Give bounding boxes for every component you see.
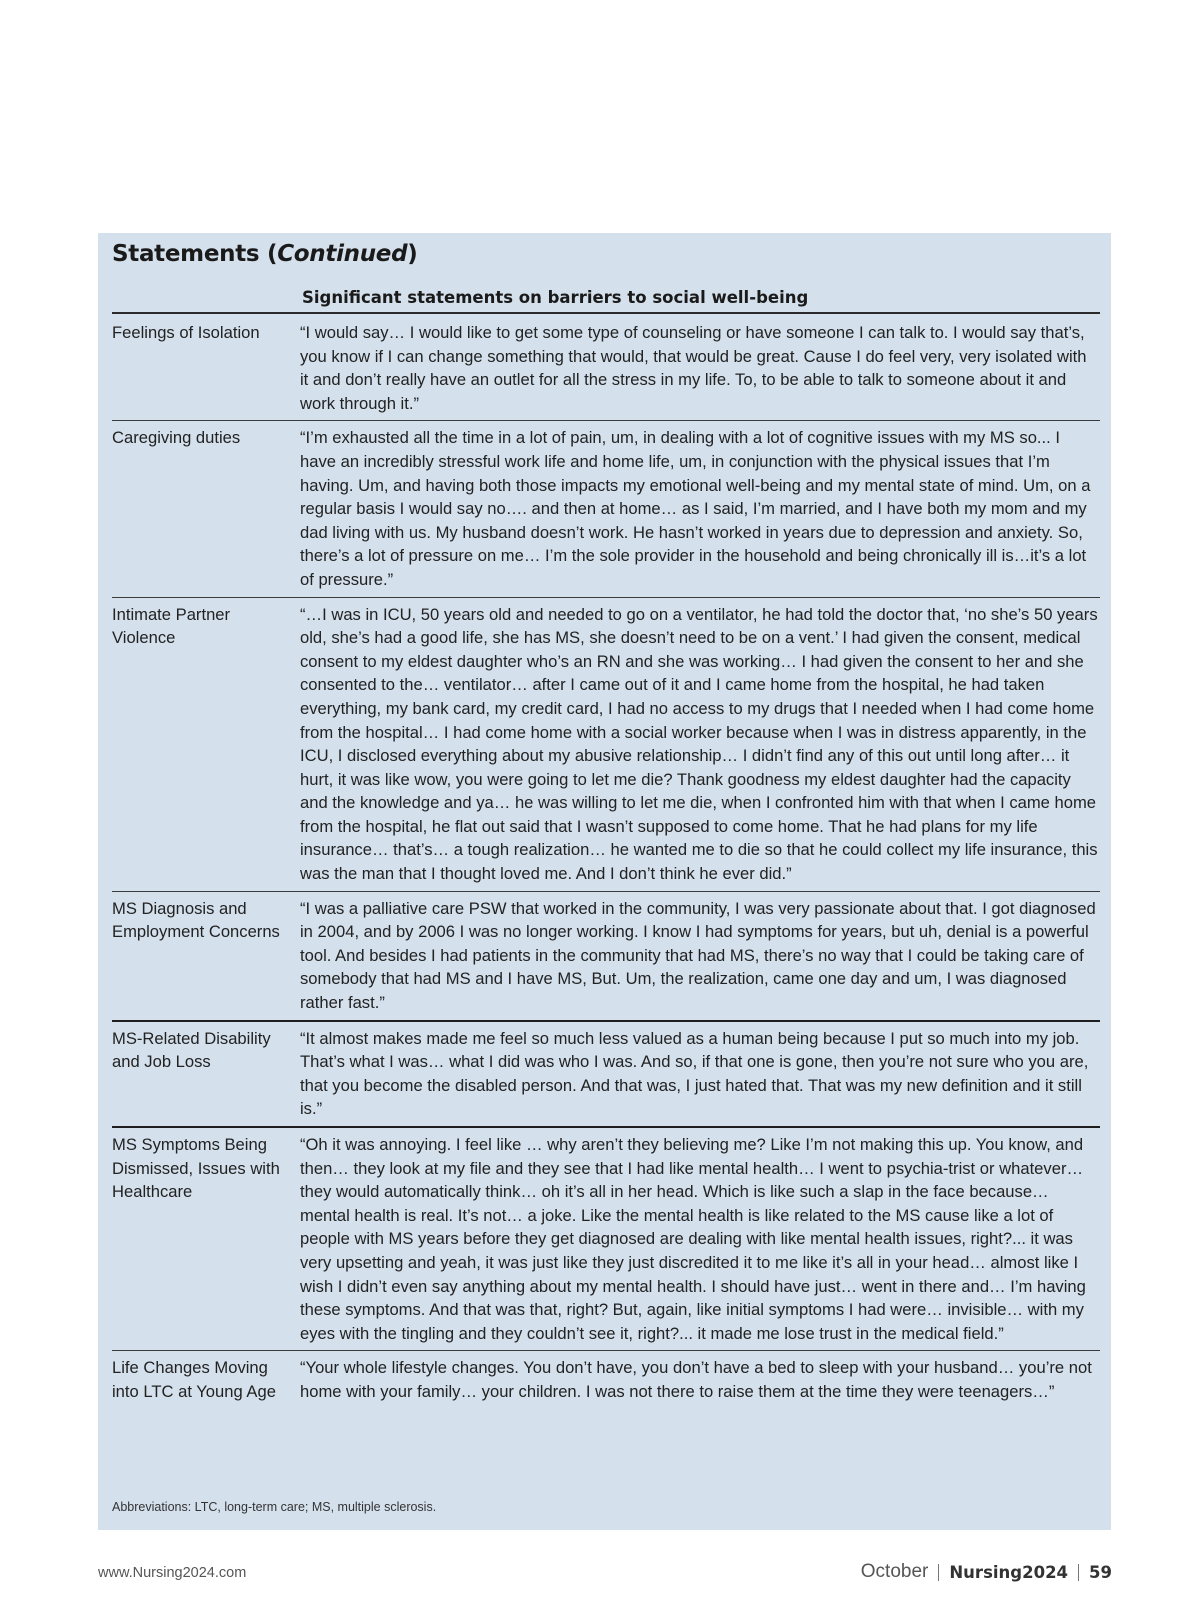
column-header: Significant statements on barriers to social well-being (302, 288, 809, 307)
statements-table (112, 312, 1100, 1409)
table-row (112, 1127, 1100, 1351)
row-quote: “I was a palliative care PSW that worked in the community, I was very passionate about that. I got diagnosed in 2004, and by 2006 I was no longer working. I know I had symptoms for years, but uh, denial is a powerful tool. And besides I had patients in the community that had MS, there’s no way that I could be taking care of somebody that had MS and I have MS, But. Um, the realization, came one day and um, I was diagnosed rather fast.” (300, 891, 1100, 1020)
statements-table-box (98, 233, 1111, 1530)
row-quote: “It almost makes made me feel so much less valued as a human being because I put so much into my job. That’s what I was… what I did was who I was. And so, if that one is gone, then you’re not sure who you are, that you become the disabled person. And that was, I just hated that. That was my new definition and it still is.” (300, 1021, 1100, 1127)
footer-divider (1078, 1564, 1079, 1581)
row-quote: “Oh it was annoying. I feel like … why aren’t they believing me? Like I’m not making this up. You know, and then… they look at my file and they see that I had like mental health… I went to psychia-trist or whatever… they would automatically think… oh it’s all in her head. Which is like such a slap in the face because… mental health is real. It’s not… a joke. Like the mental health is like related to the MS cause like a lot of people with MS years before they get diagnosed are dealing with like mental health issues, right?... it was very upsetting and yeah, it was just like they just discredited it to me like it’s all in your head… almost like I wish I didn’t even say anything about my mental health. I should have just… went in there and… I’m having these symptoms. And that was that, right? But, again, like initial symptoms I had were… invisible… with my eyes with the tingling and they couldn’t see it, right?... it made me lose trust in the medical field.” (300, 1127, 1100, 1351)
table-title-continued: Continued (277, 241, 408, 267)
footer-divider (938, 1564, 939, 1581)
page-number: 59 (1089, 1562, 1112, 1582)
table-row (112, 313, 1100, 421)
row-topic: Feelings of Isolation (112, 313, 300, 421)
row-topic: Caregiving duties (112, 421, 300, 597)
row-topic: Life Changes Moving into LTC at Young Age (112, 1351, 300, 1409)
table-row (112, 1351, 1100, 1409)
footer-folio (861, 1561, 1112, 1583)
row-quote: “I would say… I would like to get some type of counseling or have someone I can talk to. I would say that’s, you know if I can change something that would, that would be great. Cause I do feel very, very isolated with it and don’t really have an outlet for all the stress in my life. To, to be able to talk to someone about it and work through it.” (300, 313, 1100, 421)
footer-website: www.Nursing2024.com (98, 1565, 247, 1581)
footer-journal: Nursing2024 (949, 1562, 1069, 1582)
row-topic: MS Symptoms Being Dismissed, Issues with Healthcare (112, 1127, 300, 1351)
row-quote: “I’m exhausted all the time in a lot of pain, um, in dealing with a lot of cognitive issues with my MS so... I have an incredibly stressful work life and home life, um, in conjunction with the physical issues that I’m having. Um, and having both those impacts my emotional well-being and my mental state of mind. Um, on a regular basis I would say no…. and then at home… as I said, I’m married, and I have both my mom and my dad living with us. My husband doesn’t work. He hasn’t worked in years due to depression and anxiety. So, there’s a lot of pressure on me… I’m the sole provider in the household and being chronically ill is…it’s a lot of pressure.” (300, 421, 1100, 597)
table-title-main: Statements ( (112, 241, 278, 267)
table-title-end: ) (407, 241, 418, 267)
table-row (112, 597, 1100, 891)
table-row (112, 891, 1100, 1020)
table-row (112, 1021, 1100, 1127)
row-topic: Intimate Partner Violence (112, 597, 300, 891)
row-topic: MS Diagnosis and Employment Concerns (112, 891, 300, 1020)
row-topic: MS-Related Disability and Job Loss (112, 1021, 300, 1127)
table-row (112, 421, 1100, 597)
abbreviations-note: Abbreviations: LTC, long-term care; MS, multiple sclerosis. (112, 1500, 437, 1514)
row-quote: “…I was in ICU, 50 years old and needed to go on a ventilator, he had told the doctor that, ‘no she’s 50 years old, she’s had a good life, she has MS, she doesn’t need to be on a vent.’ I had given the consent, medical consent to my eldest daughter who’s an RN and she was working… I had given the consent to her and she consented to the… ventilator… after I came out of it and I came home from the hospital, he had taken everything, my bank card, my credit card, I had no access to my drugs that I needed when I had come home from the hospital… I had come home with a social worker because when I was in distress apparently, in the ICU, I disclosed everything about my abusive relationship… I didn’t find any of this out until long after… it hurt, it was like wow, you were going to let me die? Thank goodness my eldest daughter had the capacity and the knowledge and ya… he was willing to let me die, when I confronted him with that when I came home from the hospital, he flat out said that I wasn’t supposed to come home. That he had plans for my life insurance… that’s… a tough realization… he wanted me to die so that he could collect my life insurance, this was the man that I thought loved me. And I don’t think he ever did.” (300, 597, 1100, 891)
row-quote: “Your whole lifestyle changes. You don’t have, you don’t have a bed to sleep with your husband… you’re not home with your family… your children. I was not there to raise them at the time they were teenagers…” (300, 1351, 1100, 1409)
footer-month: October (860, 1561, 929, 1582)
table-title (112, 241, 417, 267)
